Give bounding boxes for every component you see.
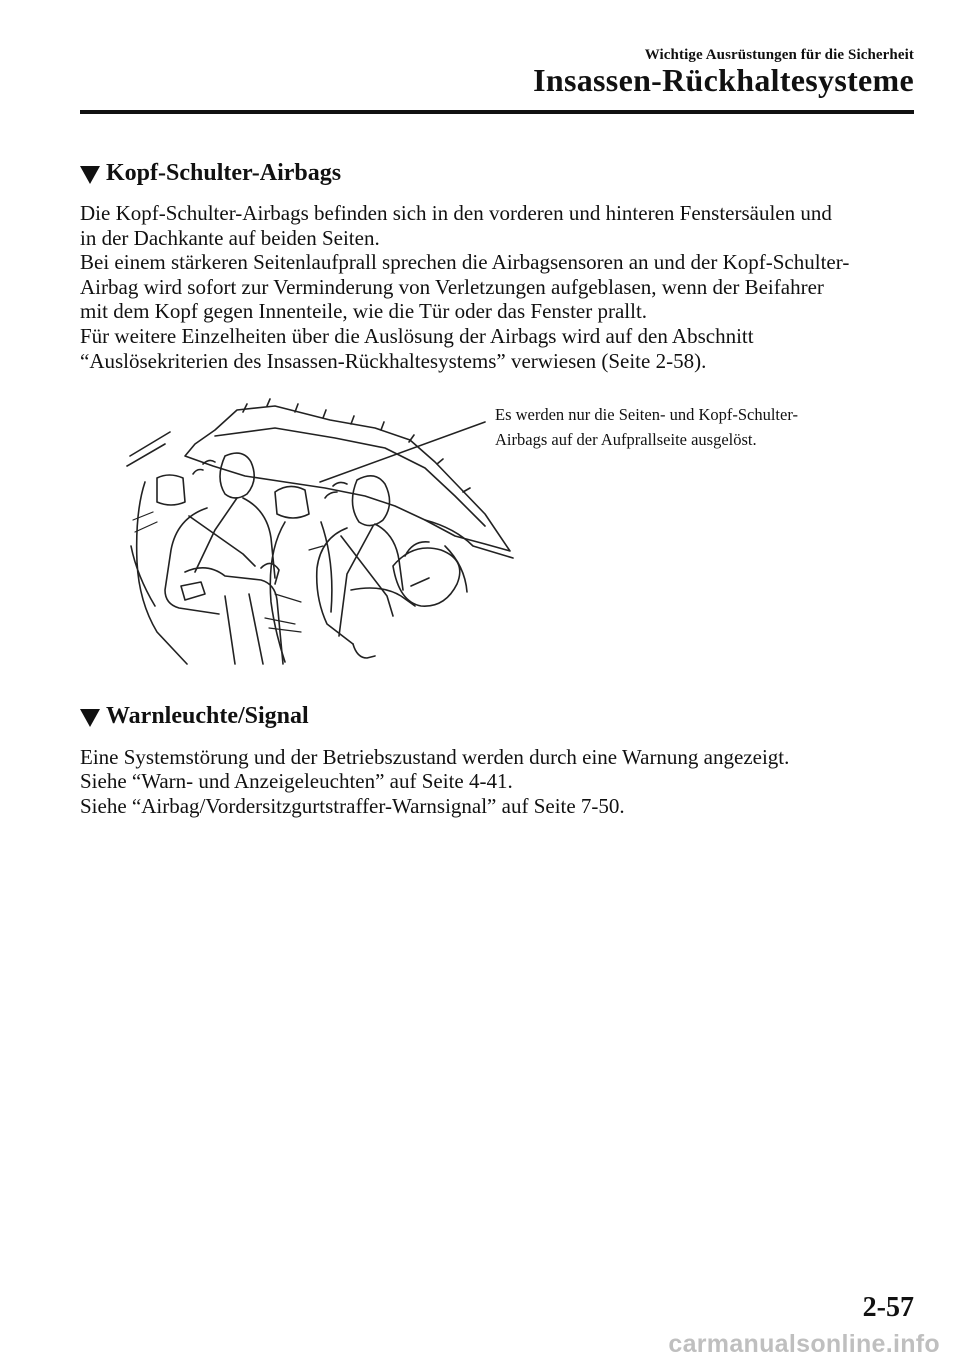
paragraph-see-signal	[80, 794, 920, 819]
section-heading-warnleuchte-signal	[80, 703, 309, 730]
text-line: Bei einem stärkeren Seitenlaufprall sprechen die Airbagsensoren an und der Kopf-Schulter-	[80, 250, 850, 274]
windshield-pillar	[127, 432, 170, 466]
text-line: Siehe “Warn- und Anzeigeleuchten” auf Seite 4-41.	[80, 769, 513, 793]
callout-leader	[320, 422, 485, 482]
paragraph-warning	[80, 745, 920, 770]
text-line: Siehe “Airbag/Vordersitzgurtstraffer-Warnsignal” auf Seite 7-50.	[80, 794, 625, 818]
text-line: in der Dachkante auf beiden Seiten.	[80, 225, 380, 250]
text-line: mit dem Kopf gegen Innenteile, wie die Tür oder das Fenster prallt.	[80, 299, 648, 324]
running-header-title: Insassen-Rückhaltesysteme	[533, 62, 914, 98]
rear-passenger	[165, 453, 283, 664]
paragraph-deployment	[80, 250, 920, 324]
header-divider	[80, 110, 914, 114]
running-header-section: Wichtige Ausrüstungen für die Sicherheit	[644, 47, 914, 63]
text-line: “Auslösekriterien des Insassen-Rückhaltesystems” verwiesen (Seite 2-58).	[80, 348, 707, 373]
paragraph-see-lights	[80, 769, 920, 794]
watermark: carmanualsonline.info	[668, 1330, 940, 1358]
text-line: Die Kopf-Schulter-Airbags befinden sich in den vorderen und hinteren Fenstersäulen und	[80, 201, 832, 225]
text-line: Für weitere Einzelheiten über die Auslösung der Airbags wird auf den Abschnitt	[80, 324, 754, 348]
callout-line: Es werden nur die Seiten- und Kopf-Schulter-	[495, 405, 799, 424]
section-heading-kopf-schulter-airbags	[80, 160, 341, 187]
triangle-bullet-icon	[80, 709, 100, 727]
callout-line: Airbags auf der Aufprallseite ausgelöst.	[495, 430, 757, 449]
curtain-airbag-outline	[185, 406, 510, 551]
airbag-illustration	[125, 396, 515, 666]
text-line: Eine Systemstörung und der Betriebszustand werden durch eine Warnung angezeigt.	[80, 745, 790, 769]
rear-seat	[131, 475, 187, 664]
section-heading-text: Warnleuchte/Signal	[106, 703, 309, 729]
figure-callout	[495, 402, 798, 452]
paragraph-reference	[80, 324, 920, 373]
paragraph-location	[80, 201, 920, 250]
front-seat	[270, 486, 332, 662]
dashboard	[425, 520, 513, 592]
triangle-bullet-icon	[80, 166, 100, 184]
page-number: 2-57	[862, 1292, 914, 1323]
text-line: Airbag wird sofort zur Verminderung von Verletzungen aufgeblasen, wenn der Beifahrer	[80, 274, 824, 299]
section-heading-text: Kopf-Schulter-Airbags	[106, 160, 342, 186]
